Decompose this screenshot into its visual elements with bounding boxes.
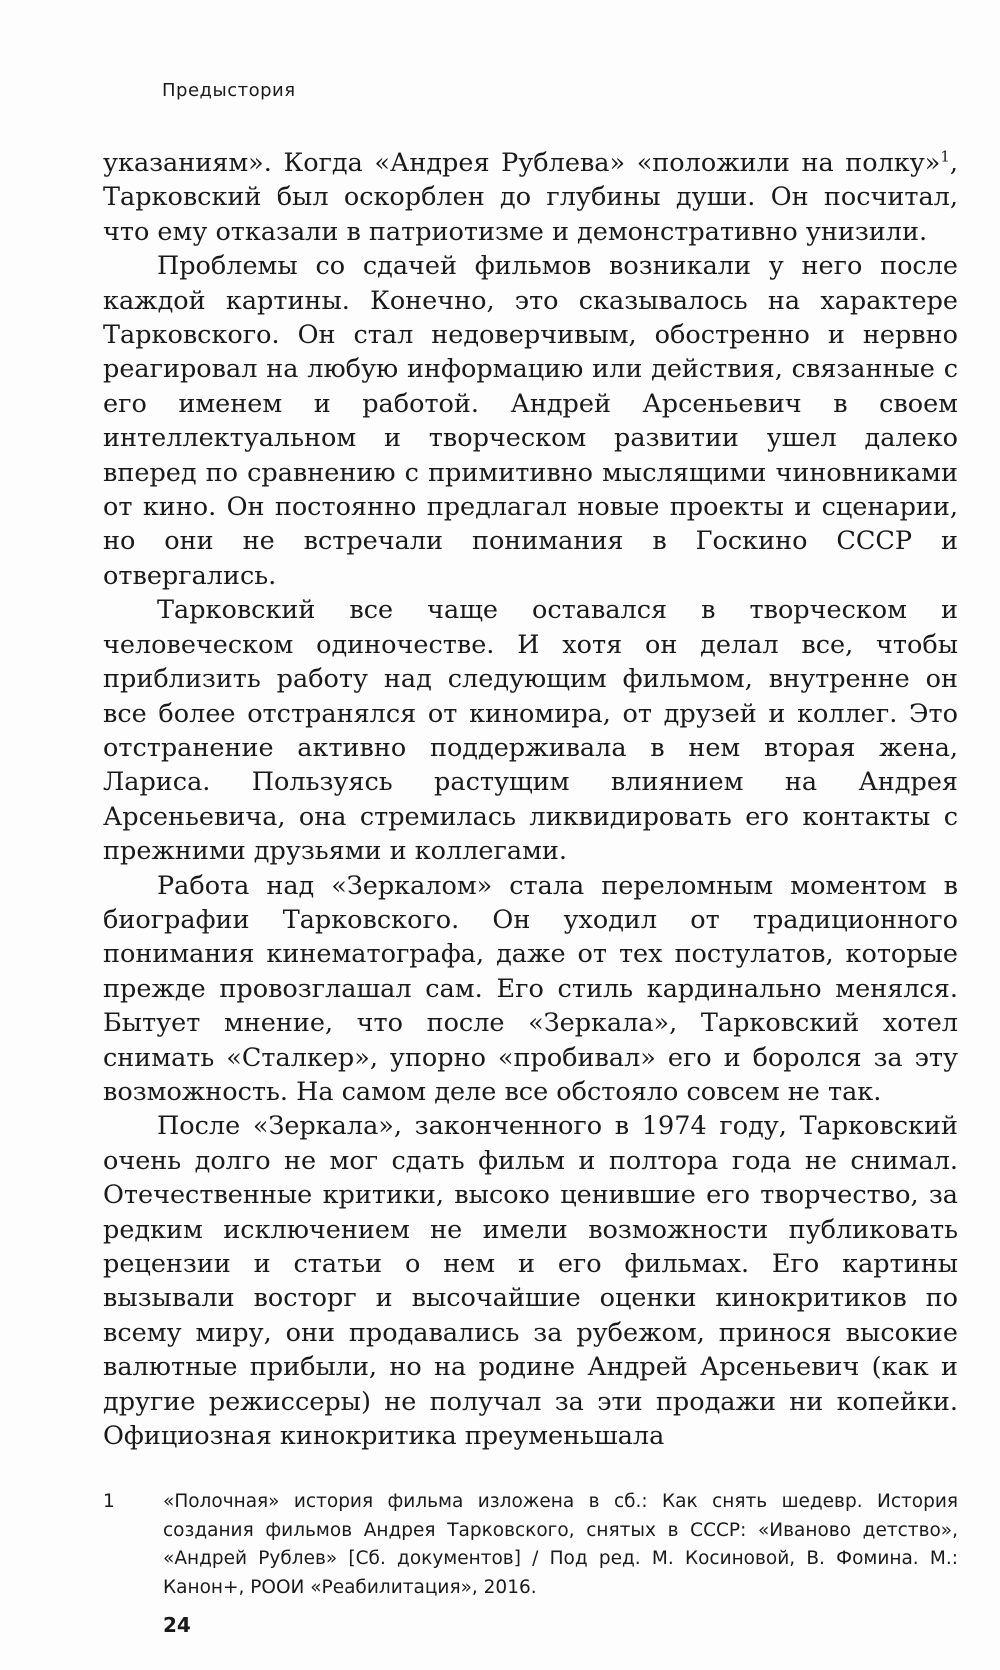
footnote-text: «Полочная» история фильма изложена в сб.: Как снять шедевр. История создания фильмов Андрея Тарковского, снятых в СССР: «Иваново детство», «Андрей Рублев» [Сб. документов] / Под ред. М. Косиновой, В. Фомина. М.: Канон+, РООИ «Реабилитация», 2016. — [163, 1491, 958, 1598]
footnote-number: 1 — [103, 1491, 115, 1512]
footnote-reference: 1 — [940, 147, 950, 166]
running-head: Предыстория — [162, 80, 296, 101]
paragraph: Работа над «Зеркалом» стала переломным моментом в биографии Тарковского. Он уходил от традиционного понимания кинематографа, даже от тех постулатов, которые прежде провозглашал сам. Его стиль кардинально менялся. Бытует мнение, что после «Зеркала», Тарковский хотел снимать «Сталкер», упорно «пробивал» его и боролся за эту возможность. На самом деле все обстояло совсем не так. — [103, 870, 958, 1107]
page-number: 24 — [163, 1613, 191, 1637]
body-text — [103, 146, 958, 1453]
paragraph: Тарковский все чаще оставался в творческом и человеческом одиночестве. И хотя он делал все, чтобы приблизить работу над следующим фильмом, внутренне он все более отстранялся от киномира, от друзей и коллег. Это отстранение активно поддерживала в нем вторая жена, Лариса. Пользуясь растущим влиянием на Андрея Арсеньевича, она стремилась ликвидировать его контакты с прежними друзьями и коллегами. — [103, 595, 958, 867]
paragraph-text: указаниям». Когда «Андрея Рублева» «положили на полку» — [103, 148, 941, 178]
paragraph-continued — [103, 146, 958, 249]
paragraph-text: , Тарковский был оскорблен до глубины души. Он посчитал, что ему отказали в патриотизме и демонстративно унизили. — [103, 148, 958, 247]
paragraph: После «Зеркала», законченного в 1974 году, Тарковский очень долго не мог сдать фильм и полтора года не снимал. Отечественные критики, высоко ценившие его творчество, за редким исключением не имели возможности публиковать рецензии и статьи о нем и его фильмах. Его картины вызывали восторг и высочайшие оценки кинокритиков по всему миру, они продавались за рубежом, принося высокие валютные прибыли, но на родине Андрей Арсеньевич (как и другие режиссеры) не получал за эти продажи ни копейки. Официозная кинокритика преуменьшала — [103, 1111, 958, 1452]
paragraph: Проблемы со сдачей фильмов возникали у него после каждой картины. Конечно, это сказывалось на характере Тарковского. Он стал недоверчивым, обостренно и нервно реагировал на любую информацию или действия, связанные с его именем и работой. Андрей Арсеньевич в своем интеллектуальном и творческом развитии ушел далеко вперед по сравнению с примитивно мыслящими чиновниками от кино. Он постоянно предлагал новые проекты и сценарии, но они не встречали понимания в Госкино СССР и отвергались. — [103, 251, 958, 591]
footnote — [103, 1488, 958, 1602]
